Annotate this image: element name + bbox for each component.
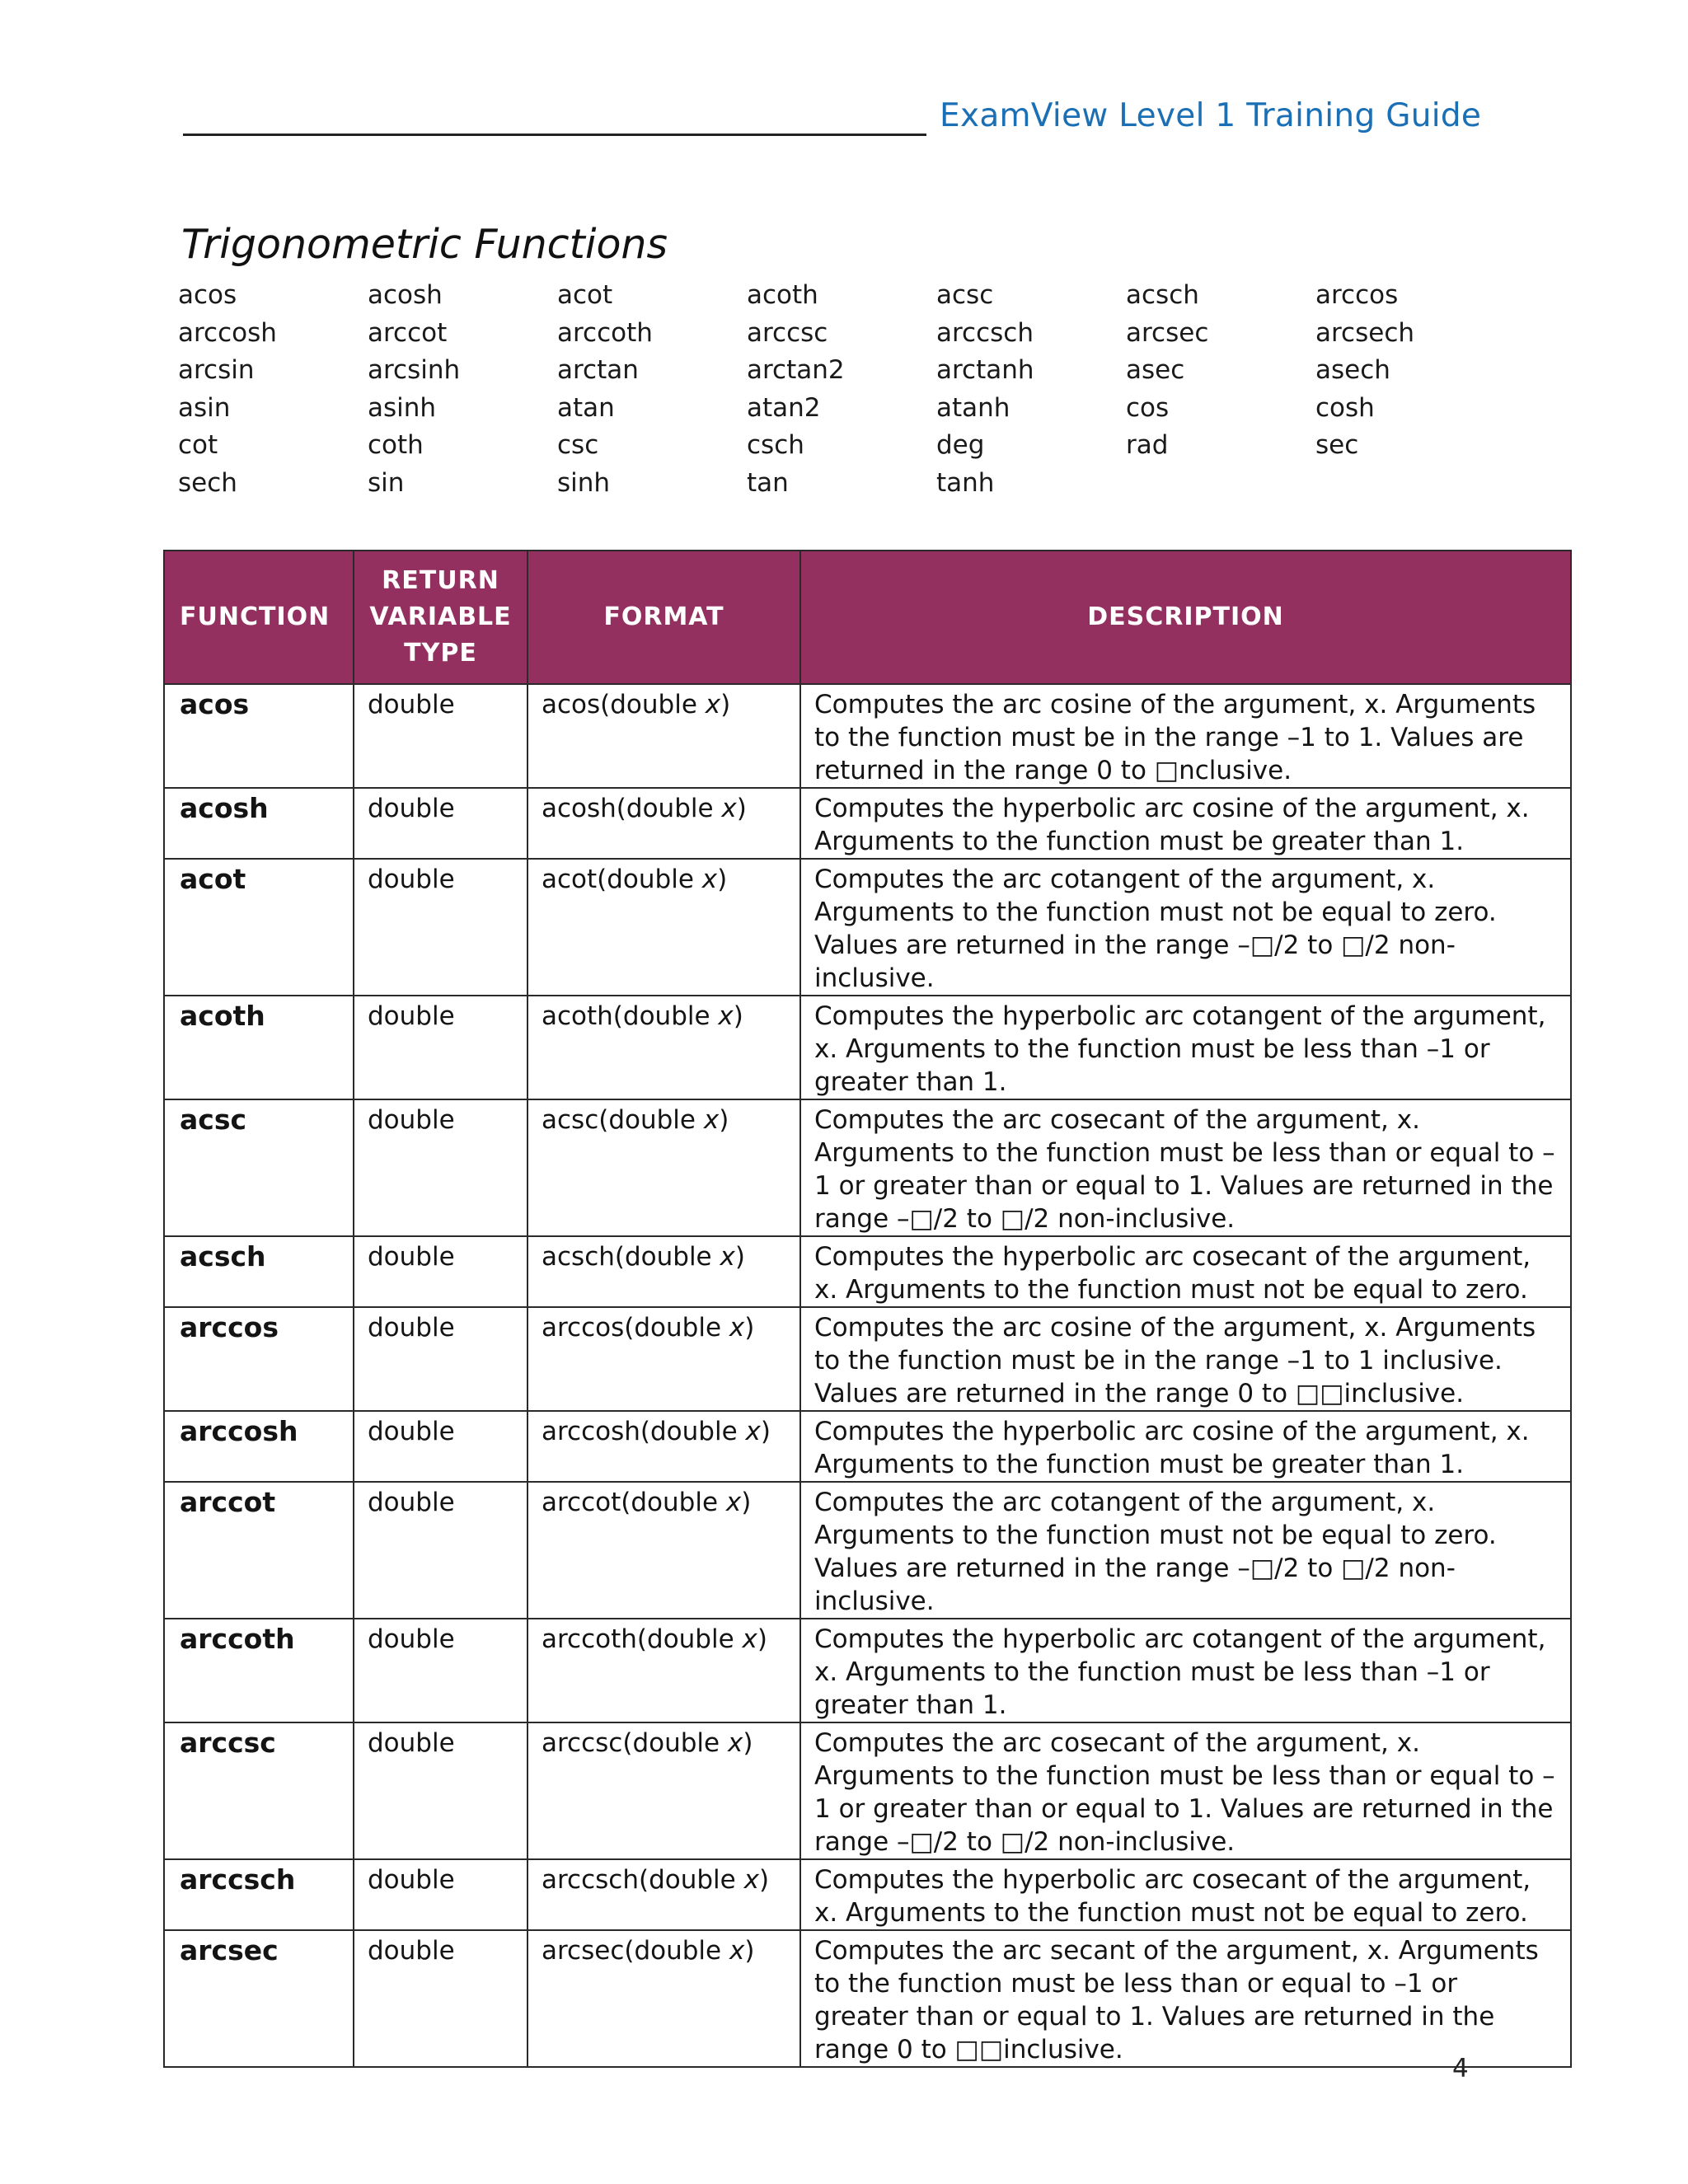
table-row	[164, 1411, 1571, 1482]
return-type-cell: double	[354, 1236, 528, 1307]
return-type-cell: double	[354, 1099, 528, 1236]
format-cell	[528, 1411, 800, 1482]
format-close: )	[719, 1105, 729, 1135]
functions-table	[163, 550, 1572, 2068]
function-list-item: arctanh	[936, 355, 1034, 385]
format-argument: x	[727, 1728, 743, 1758]
function-list-item: csch	[747, 430, 804, 460]
function-list-item: arccosh	[178, 317, 277, 348]
return-type-cell: double	[354, 1619, 528, 1722]
description-cell: Computes the arc cotangent of the argument, x. Arguments to the function must not be equal to zero. Values are returned in the range –□/2 to □/2 non-inclusive.	[800, 859, 1571, 996]
description-cell: Computes the arc cosecant of the argument, x. Arguments to the function must be less than or equal to –1 or greater than or equal to 1. Values are returned in the range –□/2 to □/2 non-inclusive.	[800, 1722, 1571, 1859]
function-name-cell: arccoth	[164, 1619, 354, 1722]
function-list-item: acsch	[1126, 280, 1199, 310]
format-prefix: acos(double	[542, 690, 706, 719]
function-name-cell: acoth	[164, 996, 354, 1099]
format-close: )	[736, 794, 747, 823]
table-header-row	[164, 551, 1571, 684]
function-name-list	[178, 280, 1505, 505]
format-close: )	[717, 865, 728, 894]
function-name-cell: arccsch	[164, 1859, 354, 1930]
function-list-item: rad	[1126, 430, 1169, 460]
function-list-item: atan	[557, 392, 615, 423]
format-argument: x	[725, 1488, 742, 1517]
format-cell	[528, 859, 800, 996]
function-name-cell: arccos	[164, 1307, 354, 1411]
format-cell	[528, 1619, 800, 1722]
table-row	[164, 1099, 1571, 1236]
format-close: )	[760, 1417, 771, 1446]
function-list-item: atan2	[747, 392, 821, 423]
format-close: )	[743, 1728, 753, 1758]
format-argument: x	[743, 1865, 759, 1895]
format-prefix: arccoth(double	[542, 1624, 743, 1654]
format-cell	[528, 1099, 800, 1236]
function-list-item: asinh	[368, 392, 437, 423]
description-cell: Computes the hyperbolic arc cosecant of the argument, x. Arguments to the function must not be equal to zero.	[800, 1236, 1571, 1307]
function-list-item: csc	[557, 430, 599, 460]
function-list-item: arccsch	[936, 317, 1034, 348]
function-name-cell: acsc	[164, 1099, 354, 1236]
format-cell	[528, 1722, 800, 1859]
column-header-description: DESCRIPTION	[800, 551, 1571, 684]
description-cell: Computes the arc secant of the argument, x. Arguments to the function must be less than or equal to –1 or greater than or equal to 1. Values are returned in the range 0 to □□inclusive.	[800, 1930, 1571, 2067]
column-header-format: FORMAT	[528, 551, 800, 684]
format-prefix: acsch(double	[542, 1242, 720, 1272]
table-row	[164, 1722, 1571, 1859]
function-list-item: asec	[1126, 355, 1185, 385]
format-argument: x	[745, 1417, 761, 1446]
section-title: Trigonometric Functions	[181, 221, 668, 268]
return-type-cell: double	[354, 1482, 528, 1619]
function-list-item: sech	[178, 467, 237, 498]
return-type-cell: double	[354, 996, 528, 1099]
description-cell: Computes the hyperbolic arc cosine of the argument, x. Arguments to the function must be greater than 1.	[800, 788, 1571, 859]
table-row	[164, 1482, 1571, 1619]
format-argument: x	[705, 690, 721, 719]
return-type-cell: double	[354, 1859, 528, 1930]
description-cell: Computes the hyperbolic arc cosine of the argument, x. Arguments to the function must be greater than 1.	[800, 1411, 1571, 1482]
function-list-item: sec	[1315, 430, 1359, 460]
return-type-cell: double	[354, 684, 528, 788]
function-list-item: arccoth	[557, 317, 653, 348]
format-cell	[528, 996, 800, 1099]
function-list-item: asin	[178, 392, 231, 423]
format-cell	[528, 684, 800, 788]
format-close: )	[734, 1242, 745, 1272]
return-type-cell: double	[354, 1930, 528, 2067]
format-cell	[528, 1930, 800, 2067]
function-list-item: acsc	[936, 280, 994, 310]
return-type-cell: double	[354, 859, 528, 996]
format-prefix: acsc(double	[542, 1105, 704, 1135]
format-cell	[528, 1859, 800, 1930]
function-list-item: cos	[1126, 392, 1170, 423]
format-prefix: arccsc(double	[542, 1728, 728, 1758]
format-close: )	[741, 1488, 752, 1517]
function-name-cell: acsch	[164, 1236, 354, 1307]
function-list-item: acot	[557, 280, 613, 310]
format-cell	[528, 1307, 800, 1411]
format-argument: x	[720, 1242, 735, 1272]
table-row	[164, 1307, 1571, 1411]
return-type-cell: double	[354, 1307, 528, 1411]
function-list-item: arcsin	[178, 355, 255, 385]
format-argument: x	[729, 1313, 745, 1343]
format-cell	[528, 1236, 800, 1307]
format-cell	[528, 1482, 800, 1619]
format-prefix: acot(double	[542, 865, 702, 894]
description-cell: Computes the arc cotangent of the argument, x. Arguments to the function must not be equal to zero. Values are returned in the range –□/2 to □/2 non-inclusive.	[800, 1482, 1571, 1619]
description-cell: Computes the arc cosecant of the argument, x. Arguments to the function must be less than or equal to –1 or greater than or equal to 1. Values are returned in the range –□/2 to □/2 non-inclusive.	[800, 1099, 1571, 1236]
format-close: )	[758, 1865, 770, 1895]
function-list-item: tan	[747, 467, 789, 498]
format-argument: x	[701, 865, 718, 894]
page-number: 4	[1452, 2054, 1469, 2083]
format-close: )	[744, 1936, 755, 1966]
description-cell: Computes the hyperbolic arc cotangent of the argument, x. Arguments to the function must be less than –1 or greater than 1.	[800, 996, 1571, 1099]
format-argument: x	[729, 1936, 745, 1966]
function-name-cell: acos	[164, 684, 354, 788]
format-argument: x	[703, 1105, 720, 1135]
function-list-item: acos	[178, 280, 237, 310]
function-name-cell: arcsec	[164, 1930, 354, 2067]
function-list-item: arccos	[1315, 280, 1399, 310]
function-list-item: cosh	[1315, 392, 1375, 423]
description-cell: Computes the hyperbolic arc cosecant of the argument, x. Arguments to the function must not be equal to zero.	[800, 1859, 1571, 1930]
format-prefix: acosh(double	[542, 794, 722, 823]
function-list-item: arctan	[557, 355, 639, 385]
function-list-item: arcsinh	[368, 355, 461, 385]
table-row	[164, 684, 1571, 788]
function-name-cell: arccosh	[164, 1411, 354, 1482]
format-close: )	[757, 1624, 767, 1654]
function-list-item: sin	[368, 467, 405, 498]
function-list-item: atanh	[936, 392, 1010, 423]
format-argument: x	[721, 794, 737, 823]
function-list-item: arccot	[368, 317, 448, 348]
table-row	[164, 859, 1571, 996]
function-name-cell: acot	[164, 859, 354, 996]
table-row	[164, 996, 1571, 1099]
return-type-cell: double	[354, 788, 528, 859]
format-prefix: arccot(double	[542, 1488, 726, 1517]
table-row	[164, 1236, 1571, 1307]
header-rule	[183, 134, 926, 136]
function-name-cell: arccot	[164, 1482, 354, 1619]
column-header-return-type: RETURN VARIABLE TYPE	[354, 551, 528, 684]
format-argument: x	[742, 1624, 757, 1654]
function-list-item: coth	[368, 430, 424, 460]
format-prefix: arcsec(double	[542, 1936, 729, 1966]
function-list-item: arccsc	[747, 317, 828, 348]
return-type-cell: double	[354, 1722, 528, 1859]
description-cell: Computes the arc cosine of the argument, x. Arguments to the function must be in the range –1 to 1. Values are returned in the range 0 to □nclusive.	[800, 684, 1571, 788]
return-type-cell: double	[354, 1411, 528, 1482]
column-header-function: FUNCTION	[164, 551, 354, 684]
function-list-item: acosh	[368, 280, 443, 310]
function-list-item: asech	[1315, 355, 1390, 385]
function-list-item: tanh	[936, 467, 995, 498]
table-row	[164, 1859, 1571, 1930]
format-close: )	[720, 690, 731, 719]
function-name-cell: arccsc	[164, 1722, 354, 1859]
function-name-cell: acosh	[164, 788, 354, 859]
format-close: )	[744, 1313, 755, 1343]
function-list-item: acoth	[747, 280, 818, 310]
format-prefix: acoth(double	[542, 1001, 719, 1031]
function-list-item: arcsech	[1315, 317, 1415, 348]
format-cell	[528, 788, 800, 859]
function-list-item: deg	[936, 430, 985, 460]
description-cell: Computes the hyperbolic arc cotangent of the argument, x. Arguments to the function must be less than –1 or greater than 1.	[800, 1619, 1571, 1722]
function-list-item: sinh	[557, 467, 611, 498]
table-row	[164, 1619, 1571, 1722]
format-prefix: arccosh(double	[542, 1417, 746, 1446]
format-close: )	[733, 1001, 743, 1031]
table-row	[164, 1930, 1571, 2067]
document-header-title: ExamView Level 1 Training Guide	[940, 97, 1482, 134]
function-list-item: arcsec	[1126, 317, 1209, 348]
table-row	[164, 788, 1571, 859]
format-prefix: arccos(double	[542, 1313, 729, 1343]
function-list-item: cot	[178, 430, 218, 460]
function-list-item: arctan2	[747, 355, 845, 385]
description-cell: Computes the arc cosine of the argument, x. Arguments to the function must be in the range –1 to 1 inclusive. Values are returned in the range 0 to □□inclusive.	[800, 1307, 1571, 1411]
format-prefix: arccsch(double	[542, 1865, 744, 1895]
format-argument: x	[718, 1001, 734, 1031]
